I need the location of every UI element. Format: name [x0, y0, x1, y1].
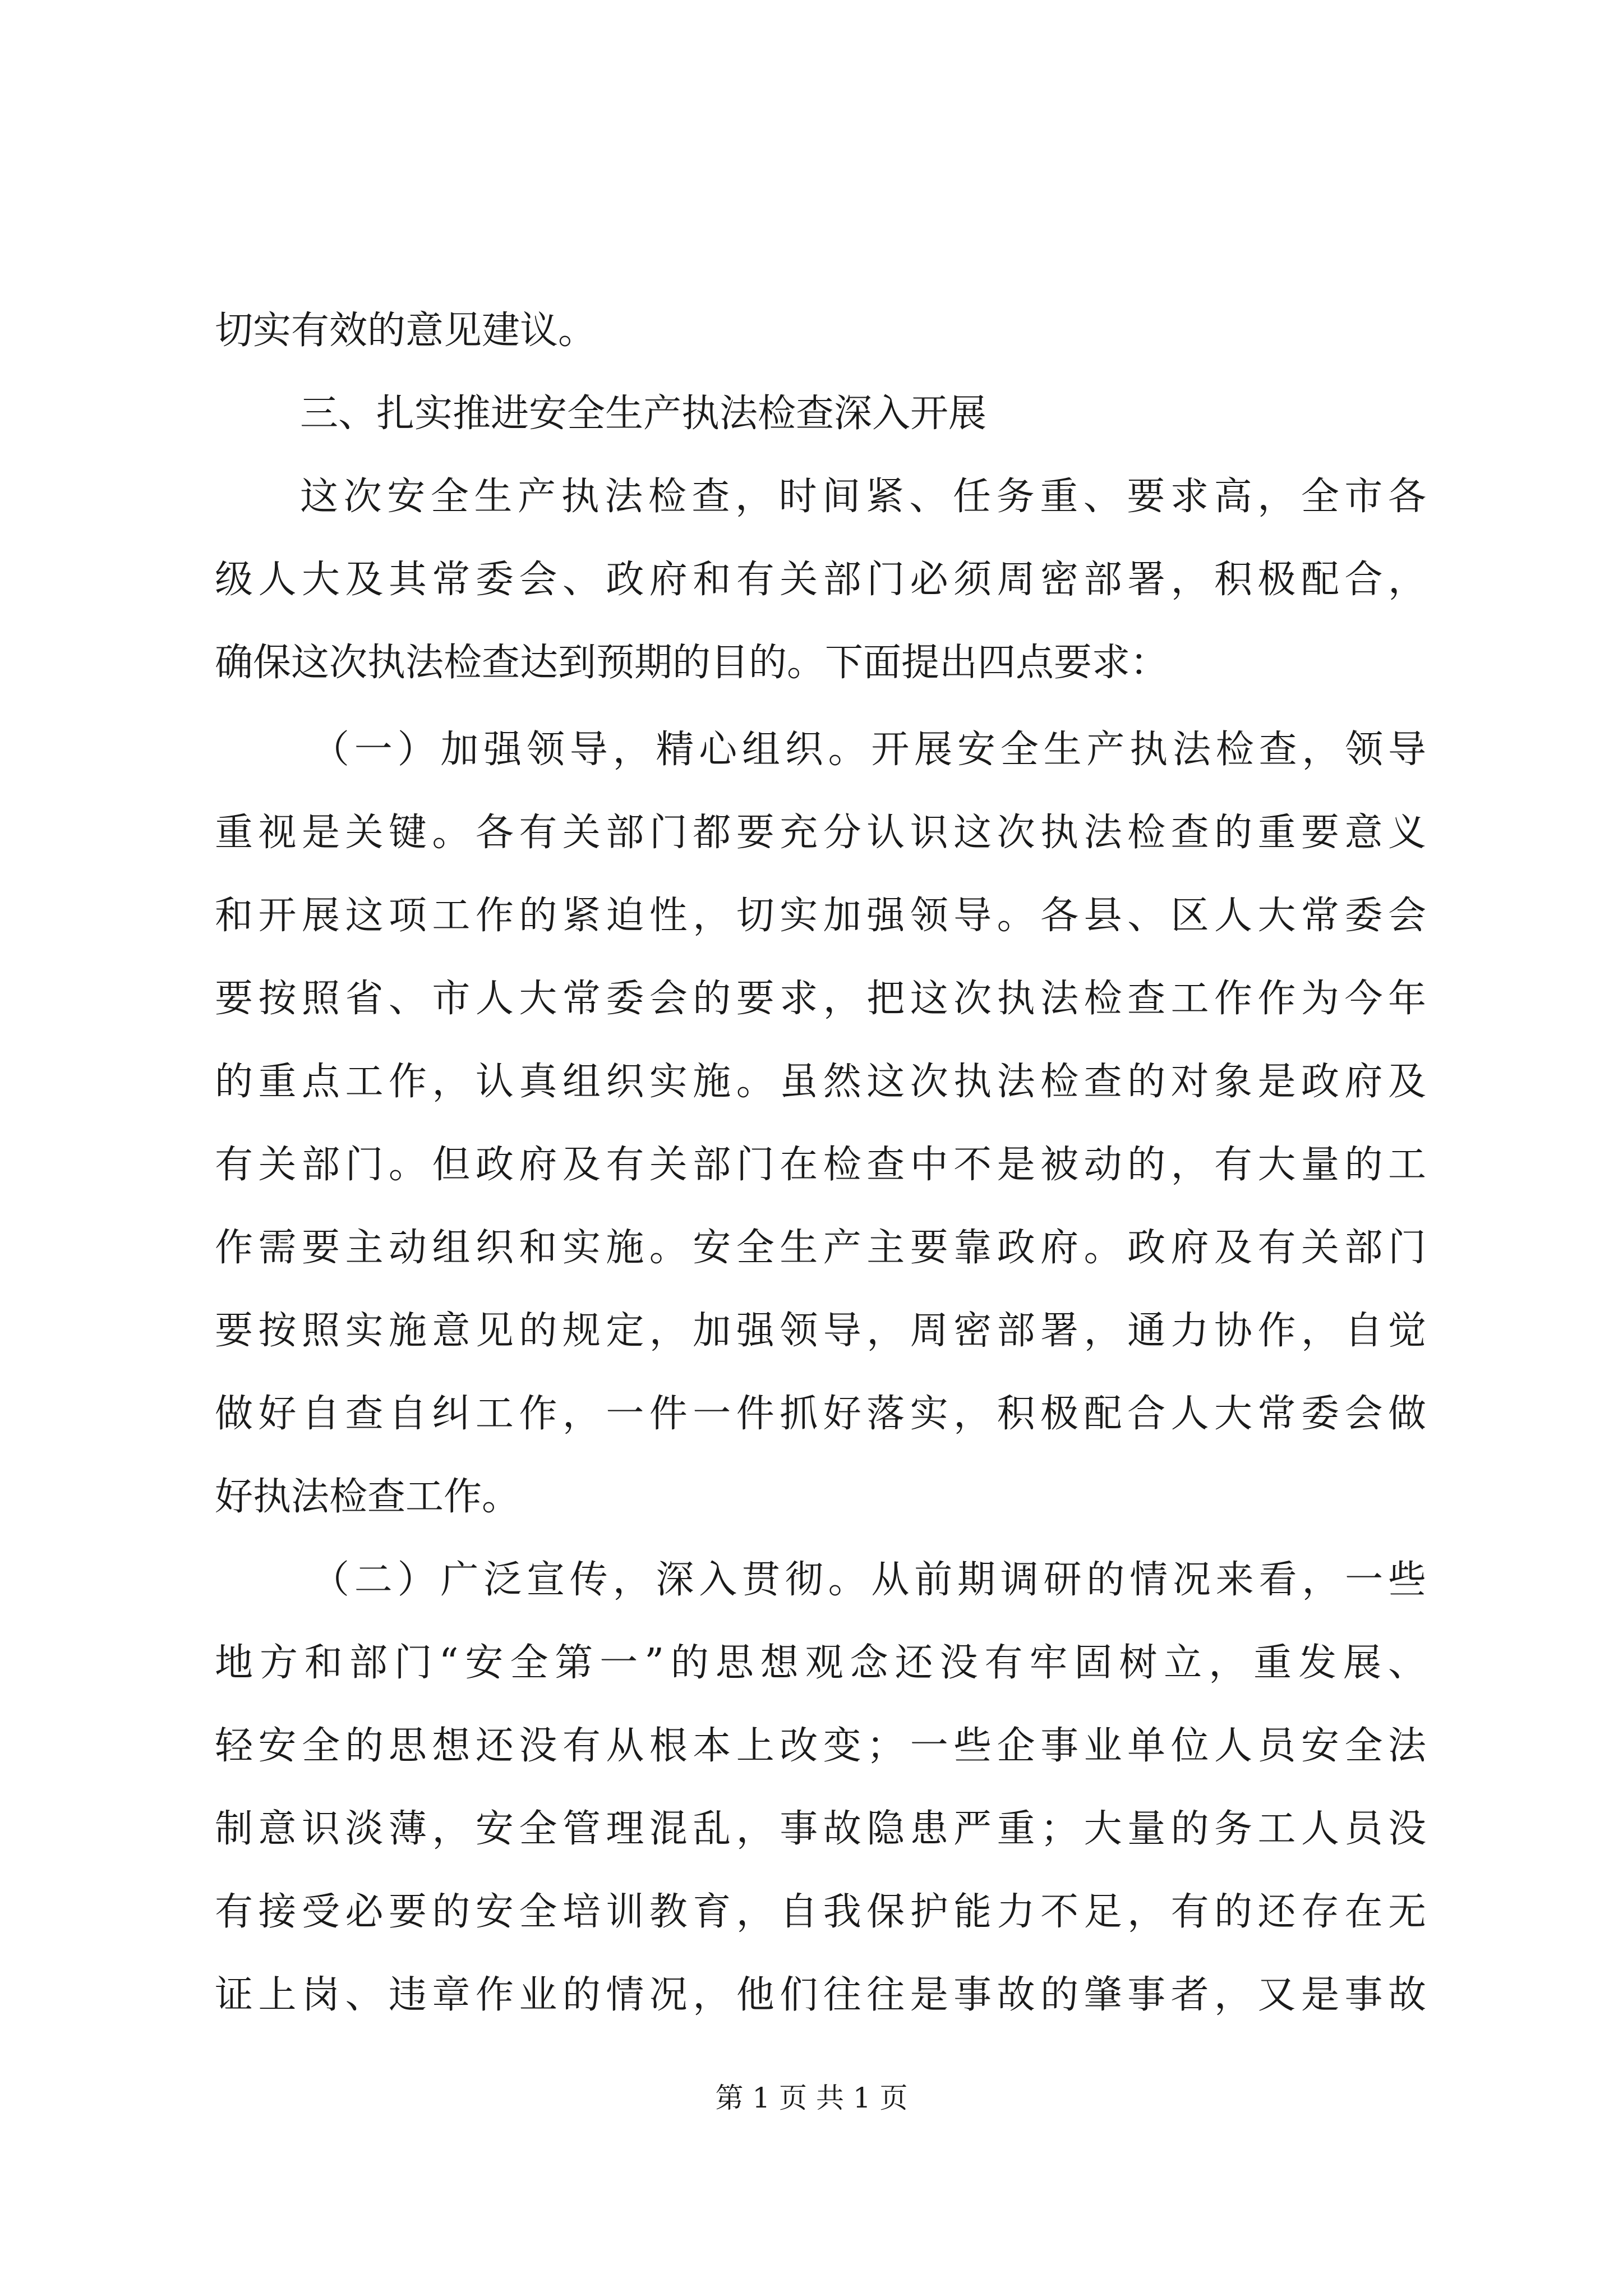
text-line: 制意识淡薄，安全管理混乱，事故隐患严重；大量的务工人员没 [215, 1807, 1426, 1851]
text-line: 证上岗、违章作业的情况，他们往往是事故的肇事者，又是事故 [215, 1973, 1426, 2017]
text-line: 和开展这项工作的紧迫性，切实加强领导。各县、区人大常委会 [215, 894, 1426, 938]
section-heading: 三、扎实推进安全生产执法检查深入开展 [300, 392, 987, 436]
text-line: 级人大及其常委会、政府和有关部门必须周密部署，积极配合， [215, 558, 1426, 602]
text-line: 地方和部门“安全第一”的思想观念还没有牢固树立，重发展、 [215, 1641, 1426, 1685]
text-line: 轻安全的思想还没有从根本上改变；一些企事业单位人员安全法 [215, 1724, 1426, 1768]
page-footer: 第 1 页 共 1 页 [715, 2082, 908, 2114]
text-line: 的重点工作，认真组织实施。虽然这次执法检查的对象是政府及 [215, 1060, 1426, 1104]
text-line: 好执法检查工作。 [215, 1475, 520, 1519]
text-line: 要按照实施意见的规定，加强领导，周密部署，通力协作，自觉 [215, 1309, 1426, 1353]
text-line: 切实有效的意见建议。 [215, 309, 597, 353]
text-line: 有关部门。但政府及有关部门在检查中不是被动的，有大量的工 [215, 1143, 1426, 1187]
text-line: 做好自查自纠工作，一件一件抓好落实，积极配合人大常委会做 [215, 1392, 1426, 1436]
text-line: （一）加强领导，精心组织。开展安全生产执法检查，领导 [311, 728, 1426, 772]
text-line: 作需要主动组织和实施。安全生产主要靠政府。政府及有关部门 [215, 1226, 1426, 1270]
text-line: 重视是关键。各有关部门都要充分认识这次执法检查的重要意义 [215, 811, 1426, 855]
text-line: 确保这次执法检查达到预期的目的。下面提出四点要求： [215, 641, 1169, 685]
text-line: 这次安全生产执法检查，时间紧、任务重、要求高，全市各 [300, 475, 1426, 519]
text-line: （二）广泛宣传，深入贯彻。从前期调研的情况来看，一些 [311, 1558, 1426, 1602]
text-line: 有接受必要的安全培训教育，自我保护能力不足，有的还存在无 [215, 1890, 1426, 1934]
text-line: 要按照省、市人大常委会的要求，把这次执法检查工作作为今年 [215, 977, 1426, 1021]
